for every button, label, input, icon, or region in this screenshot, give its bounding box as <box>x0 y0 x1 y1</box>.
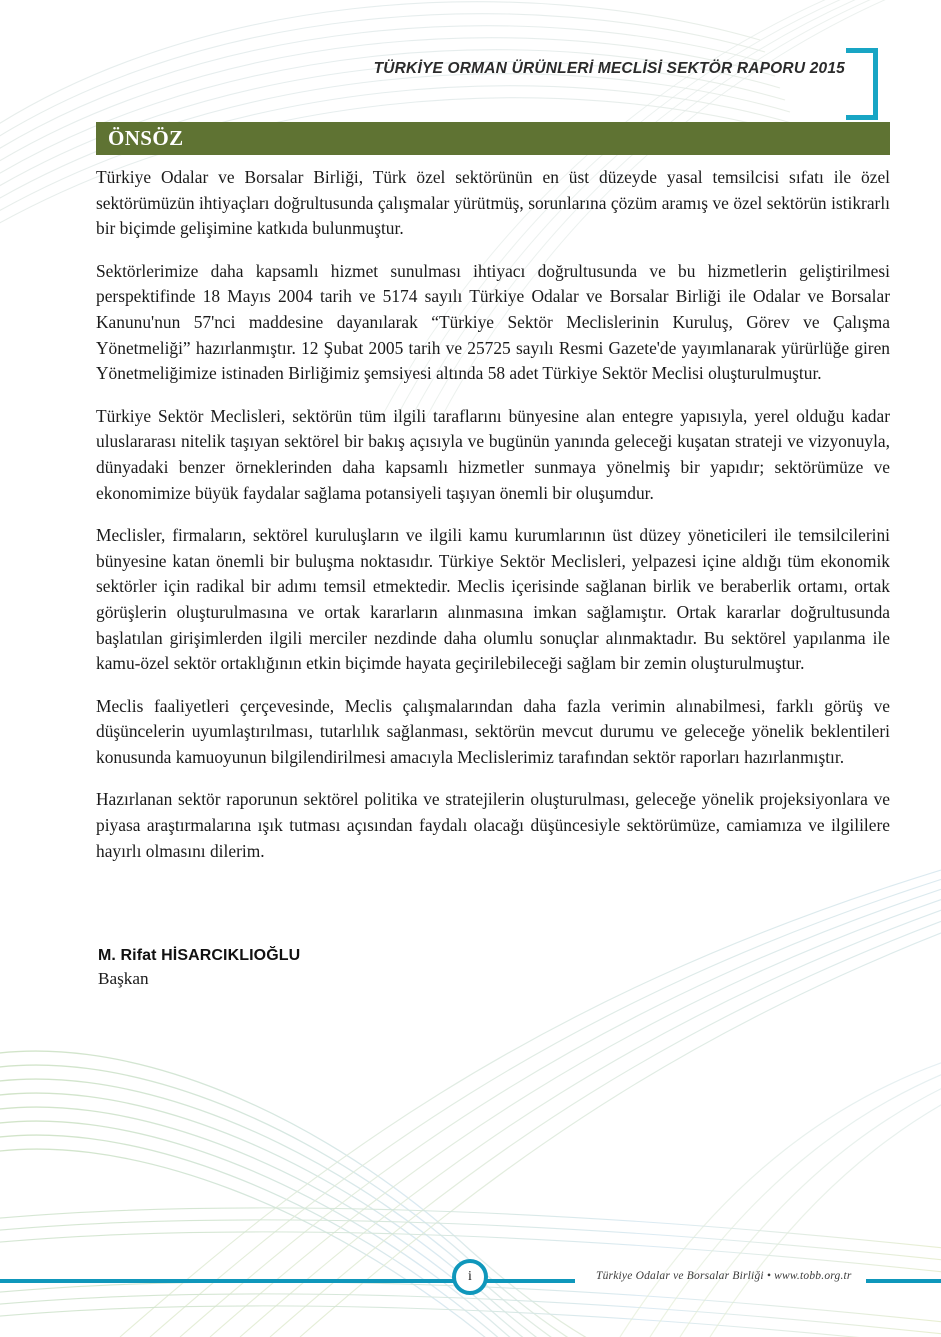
paragraph: Meclis faaliyetleri çerçevesinde, Meclis çalışmalarından daha fazla verimin alınabilmesi, farklı görüş ve düşüncelerin uyumlaştırılması, tutarlılık sağlanması, sektörün mevcut durumu ve geleceğe yönelik beklentileri konusunda kamuoyunun bilgilendirilmesi amacıyla Meclislerimiz tarafından sektör raporları hazırlanmıştır. <box>96 695 890 767</box>
paragraph: Meclisler, firmaların, sektörel kuruluşların ve ilgili kamu kurumlarının üst düzey yöneticileri ile temsilcilerini bünyesine katan önemli bir buluşma noktasıdır. Türkiye Sektör Meclisleri, yelpazesi içine aldığı tüm ekonomik sektörler için radikal bir adımı temsil etmektedir. Meclis içerisinde sağlanan birlik ve beraberlik ortamı, ortak görüşlerin oluşturulmasına ve ortak kararların alınmasına imkan sağlamıştır. Ortak kararlar doğrultusunda başlatılan girişimlerden ilgili merciler nezdinde daha olumlu sonuçlar alınmaktadır. Bu sektörel yapılanma ile kamu-özel sektör ortaklığının etkin biçimde hayata geçirilebileceği sağlam bir zemin oluşturulmuştur. <box>96 525 890 674</box>
signatory-role: Başkan <box>98 969 149 988</box>
bracket-right-icon <box>846 48 878 120</box>
section-title: ÖNSÖZ <box>108 125 184 150</box>
footer-rule-middle <box>487 1279 575 1283</box>
foreword-body <box>96 165 890 881</box>
section-title-bar <box>96 122 890 155</box>
signature-block <box>98 945 300 990</box>
paragraph: Hazırlanan sektör raporunun sektörel politika ve stratejilerin oluşturulması, geleceğe yönelik projeksiyonlara ve piyasa araştırmalarına ışık tutması açısından faydalı olacağı düşüncesiyle sektörümüze, camiamıza ve ilgililere hayırlı olmasını dilerim. <box>96 789 890 861</box>
paragraph: Türkiye Sektör Meclisleri, sektörün tüm ilgili taraflarını bünyesine alan entegre yapısıyla, yerel olduğu kadar uluslararası nitelik taşıyan sektörel bir bakış açısıyla ve bugünün yanında geleceği kuşatan strateji ve vizyonuyla, dünyadaki benzer örneklerinden daha kapsamlı hizmetler sunmaya yönelmiş bir yapıdır; sektörümüze ve ekonomimize büyük faydalar sağlama potansiyeli taşıyan önemli bir oluşumdur. <box>96 405 890 503</box>
footer-credit-text: Türkiye Odalar ve Borsalar Birliği • www.tobb.org.tr <box>596 1270 852 1282</box>
paragraph: Sektörlerimize daha kapsamlı hizmet sunulması ihtiyacı doğrultusunda ve bu hizmetlerin geliştirilmesi perspektifinde 18 Mayıs 2004 tarih ve 5174 sayılı Türkiye Odalar ve Borsalar Birliği ile Odalar ve Borsalar Kanunu'nun 57'nci maddesine dayanılarak “Türkiye Sektör Meclislerinin Kuruluş, Görev ve Çalışma Yönetmeliği” hazırlanmıştır. 12 Şubat 2005 tarih ve 25725 sayılı Resmi Gazete'de yayımlanarak yürürlüğe giren Yönetmeliğimize istinaden Birliğimiz şemsiyesi altında 58 adet Türkiye Sektör Meclisi oluşturulmuştur. <box>96 260 890 384</box>
footer-rule-left <box>0 1279 453 1283</box>
signatory-name: M. Rifat HİSARCIKLIOĞLU <box>98 947 301 964</box>
page-number-badge <box>452 1259 488 1295</box>
page-number: i <box>468 1269 472 1284</box>
running-head-title: TÜRKİYE ORMAN ÜRÜNLERİ MECLİSİ SEKTÖR RAPORU 2015 <box>373 60 845 77</box>
footer-rule-right <box>866 1279 941 1283</box>
page-footer <box>0 1255 941 1315</box>
paragraph: Türkiye Odalar ve Borsalar Birliği, Türk özel sektörünün en üst düzeyde yasal temsilcisi sıfatı ile özel sektörümüzün ihtiyaçları doğrultusunda çalışmalar yürütmüş, sorunlarına çözüm aramış ve özel sektörün istikrarlı bir biçimde gelişimine katkıda bulunmuştur. <box>96 167 890 239</box>
